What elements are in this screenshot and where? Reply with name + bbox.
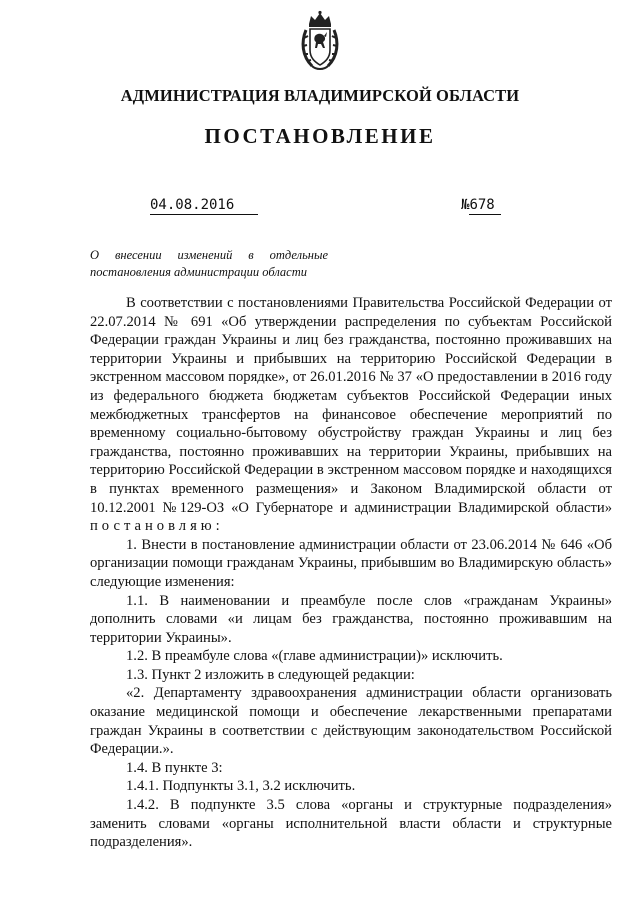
list-item: 1.3. Пункт 2 изложить в следующей редакции: (126, 666, 415, 683)
number-label: № (461, 197, 470, 213)
list-item: 1.1. В наименовании и преамбуле после слов «гражданам Украины» дополнить словами «и лицам без гражданства, постоянно проживавшим на территории Украины». (90, 592, 612, 646)
document-subject: О внесении изменений в отдельные постановления администрации области (90, 248, 328, 279)
list-item: «2. Департаменту здравоохранения администрации области организовать оказание медицинской помощи и обеспечение лекарственными препаратами граждан Украины в соответствии с действующим законодательством Российской Федерации.». (90, 685, 612, 758)
vladimir-region-coat-of-arms-icon (300, 10, 340, 72)
preamble-paragraph (90, 294, 612, 536)
list-item: 1.4. В пункте 3: (126, 759, 223, 776)
decree-word: постановляю: (90, 518, 224, 535)
list-item: 1.4.2. В подпункте 3.5 слова «органы и структурные подразделения» заменить словами «органы исполнительной власти области и структурные подразделения». (90, 797, 612, 851)
list-item: 1.2. В преамбуле слова «(главе администрации)» исключить. (126, 648, 503, 665)
list-item: 1.4.1. Подпункты 3.1, 3.2 исключить. (126, 778, 356, 795)
document-date: 04.08.2016 (150, 197, 258, 215)
list-item: 1. Внести в постановление администрации области от 23.06.2014 № 646 «Об организации помощи гражданам Украины, прибывшим во Владимирскую область» следующие изменения: (90, 536, 612, 590)
document-body (90, 294, 612, 852)
organization-name: АДМИНИСТРАЦИЯ ВЛАДИМИРСКОЙ ОБЛАСТИ (120, 86, 520, 105)
number-value: 678 (469, 197, 500, 215)
document-number (461, 197, 515, 213)
document-type-title: ПОСТАНОВЛЕНИЕ (204, 124, 436, 148)
preamble-text: В соответствии с постановлениями Правительства Российской Федерации от 22.07.2014 № 691 «Об утверждении распределения по субъектам Российской Федерации граждан Украины и лиц без гражданства, постоянно проживавших на территории Украины и прибывших на территорию Российской Федерации в экстренном массовом порядке», от 26.01.2016 № 37 «О предоставлении в 2016 году из федерального бюджета бюджетам субъектов Российской Федерации иных межбюджетных трансфертов на финансовое обеспечение мероприятий по временному социально-бытовому обустройству граждан Украины и лиц без гражданства, постоянно проживавших на территории Украины, прибывших на территорию Российской Федерации в экстренном массовом порядке и находящихся в пунктах временного размещения» и Законом Владимирской области от 10.12.2001 №129-ОЗ «О Губернаторе и администрации Владимирской области» (90, 295, 612, 516)
